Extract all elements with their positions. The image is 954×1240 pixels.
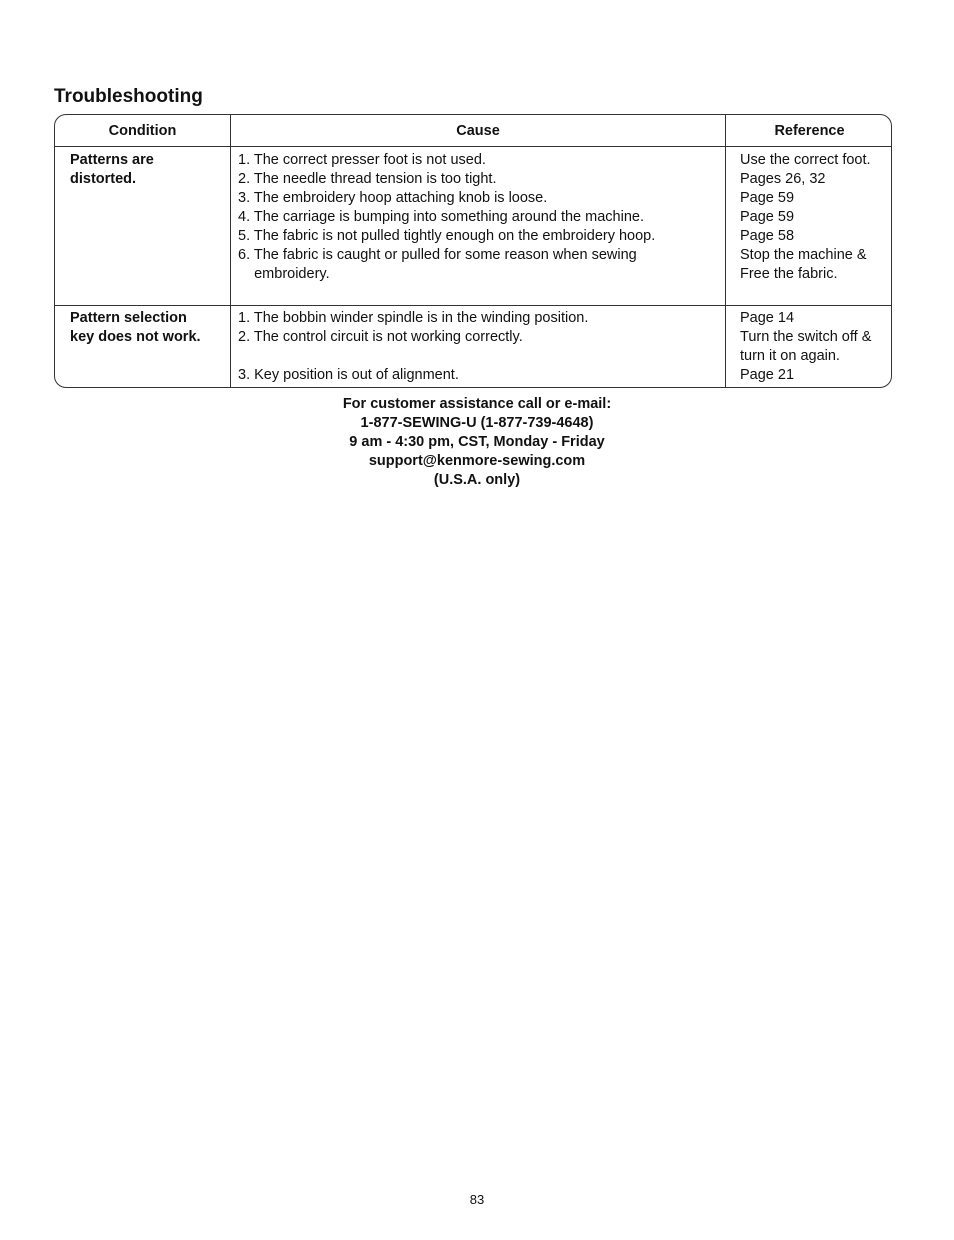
- reference-line: Stop the machine &: [740, 247, 867, 263]
- reference-line: Free the fabric.: [740, 266, 838, 282]
- page-number: 83: [469, 1192, 485, 1207]
- customer-assistance: [0, 395, 954, 490]
- contact-hours: 9 am - 4:30 pm, CST, Monday - Friday: [349, 434, 605, 450]
- reference-line: turn it on again.: [740, 348, 840, 364]
- cause-line: 2. The needle thread tension is too tight.: [238, 171, 497, 187]
- contact-region: (U.S.A. only): [433, 472, 521, 488]
- troubleshooting-table: [54, 114, 892, 388]
- cause-line: embroidery.: [238, 266, 330, 282]
- cause-line: 3. The embroidery hoop attaching knob is loose.: [238, 190, 548, 206]
- contact-email: support@kenmore-sewing.com: [368, 453, 586, 469]
- row-divider: [55, 305, 891, 306]
- cause-line: 3. Key position is out of alignment.: [238, 367, 459, 383]
- reference-line: Use the correct foot.: [740, 152, 871, 168]
- reference-line: Page 58: [740, 228, 795, 244]
- cause-line: [238, 347, 588, 366]
- reference-line: Page 21: [740, 367, 795, 383]
- header-cause: Cause: [456, 123, 500, 139]
- condition-line: distorted.: [70, 171, 137, 187]
- cause-line: 1. The correct presser foot is not used.: [238, 152, 486, 168]
- cause-line: 2. The control circuit is not working correctly.: [238, 329, 523, 345]
- contact-phone: 1-877-SEWING-U (1-877-739-4648): [360, 415, 594, 431]
- reference-line: Page 59: [740, 190, 795, 206]
- condition-line: key does not work.: [70, 329, 201, 345]
- table-row-2-causes: [238, 309, 588, 385]
- cause-line: 4. The carriage is bumping into something around the machine.: [238, 209, 644, 225]
- header-reference: Reference: [774, 123, 845, 139]
- reference-line: Turn the switch off &: [740, 329, 872, 345]
- column-divider: [230, 115, 231, 387]
- table-row-1-references: [740, 151, 871, 284]
- condition-line: Patterns are: [70, 152, 154, 168]
- table-row-2-condition: [70, 309, 201, 347]
- column-divider: [725, 115, 726, 387]
- table-row-1-condition: [70, 151, 154, 189]
- cause-line: 5. The fabric is not pulled tightly enough on the embroidery hoop.: [238, 228, 656, 244]
- cause-line: 1. The bobbin winder spindle is in the winding position.: [238, 310, 589, 326]
- reference-line: Page 14: [740, 310, 795, 326]
- reference-line: Pages 26, 32: [740, 171, 826, 187]
- table-row-2-references: [740, 309, 871, 385]
- header-condition: Condition: [108, 123, 177, 139]
- contact-line: For customer assistance call or e-mail:: [342, 396, 612, 412]
- condition-line: Pattern selection: [70, 310, 187, 326]
- reference-line: Page 59: [740, 209, 795, 225]
- table-row-1-causes: [238, 151, 655, 284]
- page-title: Troubleshooting: [54, 86, 203, 107]
- cause-line: 6. The fabric is caught or pulled for some reason when sewing: [238, 247, 637, 263]
- row-divider: [55, 146, 891, 147]
